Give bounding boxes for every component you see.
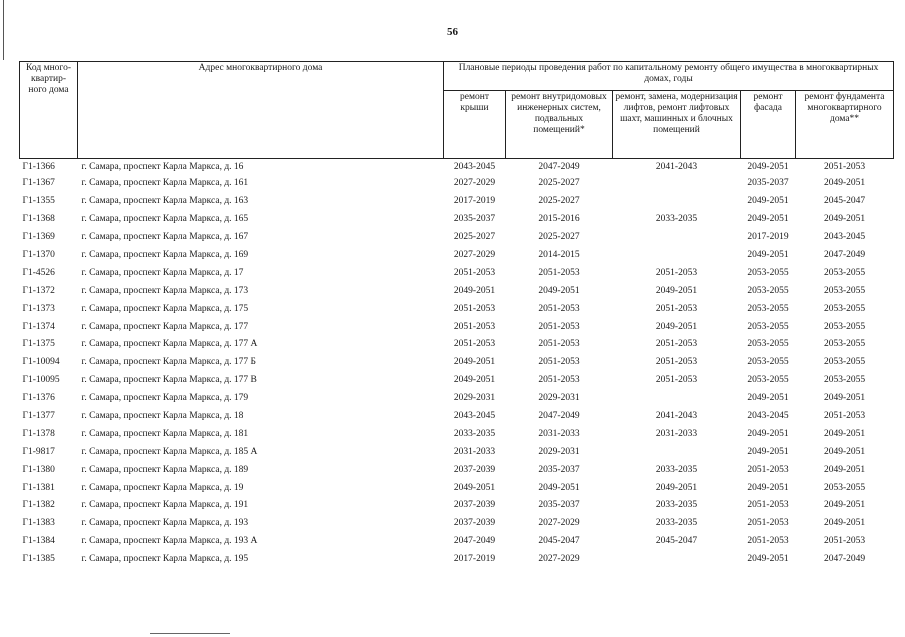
roof-period-cell: 2029-2031 — [453, 393, 496, 404]
roof-period-cell: 2049-2051 — [453, 357, 496, 368]
footer-rule — [150, 633, 230, 634]
address-cell: г. Самара, проспект Карла Маркса, д. 177 Б — [81, 357, 257, 368]
house-code-cell: Г1-9817 — [22, 446, 55, 457]
table-row — [20, 193, 894, 211]
engineering-period-cell: 2051-2053 — [538, 357, 580, 368]
foundation-period-cell: 2053-2055 — [823, 482, 866, 493]
address-cell: г. Самара, проспект Карла Маркса, д. 161 — [81, 178, 249, 189]
address-cell: г. Самара, проспект Карла Маркса, д. 179 — [81, 393, 249, 404]
foundation-period-cell: 2049-2051 — [823, 500, 866, 511]
header-address: Адрес многоквартирного дома — [78, 62, 444, 159]
table-row — [20, 533, 894, 551]
foundation-period-cell: 2049-2051 — [823, 464, 866, 475]
address-cell: г. Самара, проспект Карла Маркса, д. 175 — [81, 303, 249, 314]
elevator-period-cell: 2051-2053 — [655, 375, 698, 386]
roof-period-cell: 2049-2051 — [453, 375, 496, 386]
table-row — [20, 390, 894, 408]
table-row — [20, 551, 894, 569]
header-foundation-repair: ремонт фундамента многоквартирного дома** — [796, 91, 894, 159]
foundation-period-cell: 2049-2051 — [823, 178, 866, 189]
elevator-period-cell — [613, 175, 741, 193]
header-house-code: Код много-квартир-ного дома — [20, 62, 78, 159]
table-row — [20, 497, 894, 515]
address-cell: г. Самара, проспект Карла Маркса, д. 193 А — [81, 536, 258, 547]
roof-period-cell: 2025-2027 — [453, 232, 496, 243]
facade-period-cell: 2049-2051 — [747, 250, 789, 260]
table-row — [20, 247, 894, 265]
table-row — [20, 372, 894, 390]
engineering-period-cell: 2047-2049 — [538, 411, 580, 422]
engineering-period-cell: 2045-2047 — [538, 536, 580, 547]
foundation-period-cell: 2051-2053 — [823, 411, 866, 422]
roof-period-cell: 2027-2029 — [453, 178, 496, 189]
elevator-period-cell: 2049-2051 — [655, 321, 698, 332]
roof-period-cell: 2037-2039 — [453, 518, 496, 529]
engineering-period-cell: 2027-2029 — [538, 518, 580, 529]
facade-period-cell: 2051-2053 — [747, 536, 789, 547]
elevator-period-cell — [613, 247, 741, 265]
address-cell: г. Самара, проспект Карла Маркса, д. 173 — [81, 285, 249, 296]
facade-period-cell: 2051-2053 — [747, 518, 789, 529]
elevator-period-cell: 2041-2043 — [655, 161, 698, 172]
facade-period-cell: 2049-2051 — [747, 214, 789, 225]
house-code-cell: Г1-1385 — [22, 554, 55, 565]
elevator-period-cell: 2045-2047 — [655, 536, 698, 547]
address-cell: г. Самара, проспект Карла Маркса, д. 167 — [81, 232, 249, 243]
address-cell: г. Самара, проспект Карла Маркса, д. 177 В — [81, 375, 257, 386]
engineering-period-cell: 2025-2027 — [538, 232, 580, 243]
table-header — [20, 62, 894, 159]
house-code-cell: Г1-1378 — [22, 428, 55, 439]
foundation-period-cell: 2053-2055 — [823, 303, 866, 314]
elevator-period-cell: 2049-2051 — [655, 285, 698, 296]
elevator-period-cell — [613, 551, 741, 569]
facade-period-cell: 2049-2051 — [747, 428, 789, 439]
house-code-cell: Г1-1375 — [22, 339, 55, 350]
address-cell: г. Самара, проспект Карла Маркса, д. 181 — [81, 428, 249, 439]
address-cell: г. Самара, проспект Карла Маркса, д. 193 — [81, 518, 249, 529]
engineering-period-cell: 2027-2029 — [538, 554, 580, 565]
facade-period-cell: 2049-2051 — [747, 196, 789, 207]
house-code-cell: Г1-1374 — [22, 321, 55, 332]
address-cell: г. Самара, проспект Карла Маркса, д. 17 — [81, 267, 244, 278]
elevator-period-cell: 2033-2035 — [655, 500, 698, 511]
foundation-period-cell: 2047-2049 — [823, 554, 866, 565]
table-row — [20, 336, 894, 354]
header-engineering-systems-repair: ремонт внутридомовых инженерных систем, подвальных помещений* — [506, 91, 613, 159]
elevator-period-cell: 2049-2051 — [655, 482, 698, 493]
elevator-period-cell — [613, 229, 741, 247]
engineering-period-cell: 2049-2051 — [538, 285, 580, 296]
header-elevator-repair: ремонт, замена, модернизация лифтов, ремонт лифтовых шахт, машинных и блочных помещений — [613, 91, 741, 159]
facade-period-cell: 2049-2051 — [747, 446, 789, 457]
roof-period-cell: 2051-2053 — [453, 267, 496, 278]
address-cell: г. Самара, проспект Карла Маркса, д. 169 — [81, 250, 249, 260]
header-planned-periods: Плановые периоды проведения работ по капитальному ремонту общего имущества в многоквартирных домах, годы — [444, 62, 894, 91]
house-code-cell: Г1-1382 — [22, 500, 55, 511]
elevator-period-cell — [613, 390, 741, 408]
roof-period-cell: 2051-2053 — [453, 303, 496, 314]
facade-period-cell: 2053-2055 — [747, 321, 789, 332]
roof-period-cell: 2031-2033 — [453, 446, 496, 457]
engineering-period-cell: 2051-2053 — [538, 303, 580, 314]
table-row — [20, 354, 894, 372]
roof-period-cell: 2017-2019 — [453, 196, 496, 207]
facade-period-cell: 2051-2053 — [747, 500, 789, 511]
engineering-period-cell: 2015-2016 — [538, 214, 580, 225]
roof-period-cell: 2033-2035 — [453, 428, 496, 439]
engineering-period-cell: 2047-2049 — [538, 161, 580, 172]
foundation-period-cell: 2049-2051 — [823, 446, 866, 457]
address-cell: г. Самара, проспект Карла Маркса, д. 16 — [81, 161, 244, 172]
table-row — [20, 318, 894, 336]
roof-period-cell: 2049-2051 — [453, 482, 496, 493]
foundation-period-cell: 2053-2055 — [823, 375, 866, 386]
elevator-period-cell: 2033-2035 — [655, 518, 698, 529]
elevator-period-cell — [613, 193, 741, 211]
foundation-period-cell: 2053-2055 — [823, 357, 866, 368]
address-cell: г. Самара, проспект Карла Маркса, д. 177 — [81, 321, 249, 332]
table-row — [20, 425, 894, 443]
facade-period-cell: 2043-2045 — [747, 411, 789, 422]
address-cell: г. Самара, проспект Карла Маркса, д. 189 — [81, 464, 249, 475]
elevator-period-cell: 2051-2053 — [655, 339, 698, 350]
table-row — [20, 461, 894, 479]
engineering-period-cell: 2029-2031 — [538, 446, 580, 457]
house-code-cell: Г1-1380 — [22, 464, 55, 475]
house-code-cell: Г1-1366 — [22, 161, 55, 172]
facade-period-cell: 2053-2055 — [747, 357, 789, 368]
engineering-period-cell: 2025-2027 — [538, 196, 580, 207]
engineering-period-cell: 2029-2031 — [538, 393, 580, 404]
facade-period-cell: 2035-2037 — [747, 178, 789, 189]
engineering-period-cell: 2014-2015 — [538, 250, 580, 260]
roof-period-cell: 2037-2039 — [453, 464, 496, 475]
house-code-cell: Г1-1381 — [22, 482, 55, 493]
address-cell: г. Самара, проспект Карла Маркса, д. 18 — [81, 411, 244, 422]
engineering-period-cell: 2051-2053 — [538, 321, 580, 332]
facade-period-cell: 2017-2019 — [747, 232, 789, 243]
address-cell: г. Самара, проспект Карла Маркса, д. 19 — [81, 482, 244, 493]
elevator-period-cell — [613, 443, 741, 461]
house-code-cell: Г1-4526 — [22, 267, 55, 278]
foundation-period-cell: 2047-2049 — [823, 250, 866, 260]
house-code-cell: Г1-1370 — [22, 250, 55, 260]
house-code-cell: Г1-1368 — [22, 214, 55, 225]
roof-period-cell: 2035-2037 — [453, 214, 496, 225]
facade-period-cell: 2053-2055 — [747, 285, 789, 296]
capital-repair-schedule-table — [19, 61, 894, 569]
engineering-period-cell: 2051-2053 — [538, 267, 580, 278]
table-body — [20, 159, 894, 569]
facade-period-cell: 2053-2055 — [747, 267, 789, 278]
address-cell: г. Самара, проспект Карла Маркса, д. 195 — [81, 554, 249, 565]
foundation-period-cell: 2053-2055 — [823, 285, 866, 296]
table-row — [20, 479, 894, 497]
elevator-period-cell: 2031-2033 — [655, 428, 698, 439]
roof-period-cell: 2043-2045 — [453, 161, 496, 172]
house-code-cell: Г1-1367 — [22, 178, 55, 189]
roof-period-cell: 2051-2053 — [453, 321, 496, 332]
foundation-period-cell: 2051-2053 — [823, 161, 866, 172]
engineering-period-cell: 2049-2051 — [538, 482, 580, 493]
roof-period-cell: 2051-2053 — [453, 339, 496, 350]
foundation-period-cell: 2053-2055 — [823, 267, 866, 278]
header-roof-repair: ремонт крыши — [444, 91, 506, 159]
header-facade-repair: ремонт фасада — [741, 91, 796, 159]
foundation-period-cell: 2043-2045 — [823, 232, 866, 243]
table-row — [20, 408, 894, 426]
address-cell: г. Самара, проспект Карла Маркса, д. 177 А — [81, 339, 258, 350]
facade-period-cell: 2053-2055 — [747, 375, 789, 386]
elevator-period-cell: 2033-2035 — [655, 464, 698, 475]
house-code-cell: Г1-1383 — [22, 518, 55, 529]
engineering-period-cell: 2031-2033 — [538, 428, 580, 439]
house-code-cell: Г1-1373 — [22, 303, 55, 314]
table-row — [20, 300, 894, 318]
facade-period-cell: 2049-2051 — [747, 482, 789, 493]
foundation-period-cell: 2053-2055 — [823, 321, 866, 332]
table-row — [20, 175, 894, 193]
facade-period-cell: 2049-2051 — [747, 161, 789, 172]
engineering-period-cell: 2035-2037 — [538, 464, 580, 475]
foundation-period-cell: 2045-2047 — [823, 196, 866, 207]
elevator-period-cell: 2051-2053 — [655, 357, 698, 368]
engineering-period-cell: 2025-2027 — [538, 178, 580, 189]
table-row — [20, 211, 894, 229]
foundation-period-cell: 2049-2051 — [823, 393, 866, 404]
house-code-cell: Г1-1355 — [22, 196, 55, 207]
engineering-period-cell: 2051-2053 — [538, 375, 580, 386]
engineering-period-cell: 2051-2053 — [538, 339, 580, 350]
house-code-cell: Г1-1372 — [22, 285, 55, 296]
address-cell: г. Самара, проспект Карла Маркса, д. 191 — [81, 500, 249, 511]
facade-period-cell: 2049-2051 — [747, 393, 789, 404]
table-row — [20, 229, 894, 247]
table-row — [20, 443, 894, 461]
table-row — [20, 264, 894, 282]
address-cell: г. Самара, проспект Карла Маркса, д. 165 — [81, 214, 249, 225]
elevator-period-cell: 2051-2053 — [655, 267, 698, 278]
foundation-period-cell: 2049-2051 — [823, 518, 866, 529]
elevator-period-cell: 2041-2043 — [655, 411, 698, 422]
house-code-cell: Г1-10094 — [22, 357, 60, 368]
roof-period-cell: 2047-2049 — [453, 536, 496, 547]
foundation-period-cell: 2049-2051 — [823, 428, 866, 439]
house-code-cell: Г1-10095 — [22, 375, 60, 386]
facade-period-cell: 2051-2053 — [747, 464, 789, 475]
facade-period-cell: 2053-2055 — [747, 303, 789, 314]
foundation-period-cell: 2053-2055 — [823, 339, 866, 350]
roof-period-cell: 2037-2039 — [453, 500, 496, 511]
house-code-cell: Г1-1384 — [22, 536, 55, 547]
address-cell: г. Самара, проспект Карла Маркса, д. 163 — [81, 196, 249, 207]
engineering-period-cell: 2035-2037 — [538, 500, 580, 511]
house-code-cell: Г1-1369 — [22, 232, 55, 243]
roof-period-cell: 2049-2051 — [453, 285, 496, 296]
house-code-cell: Г1-1376 — [22, 393, 55, 404]
foundation-period-cell: 2051-2053 — [823, 536, 866, 547]
table-row — [20, 159, 894, 176]
facade-period-cell: 2049-2051 — [747, 554, 789, 565]
foundation-period-cell: 2049-2051 — [823, 214, 866, 225]
house-code-cell: Г1-1377 — [22, 411, 55, 422]
roof-period-cell: 2017-2019 — [453, 554, 496, 565]
address-cell: г. Самара, проспект Карла Маркса, д. 185 А — [81, 446, 258, 457]
table-row — [20, 282, 894, 300]
elevator-period-cell: 2033-2035 — [655, 214, 698, 225]
page-number: 56 — [447, 26, 458, 38]
table-row — [20, 515, 894, 533]
elevator-period-cell: 2051-2053 — [655, 303, 698, 314]
roof-period-cell: 2043-2045 — [453, 411, 496, 422]
roof-period-cell: 2027-2029 — [453, 250, 496, 260]
facade-period-cell: 2053-2055 — [747, 339, 789, 350]
